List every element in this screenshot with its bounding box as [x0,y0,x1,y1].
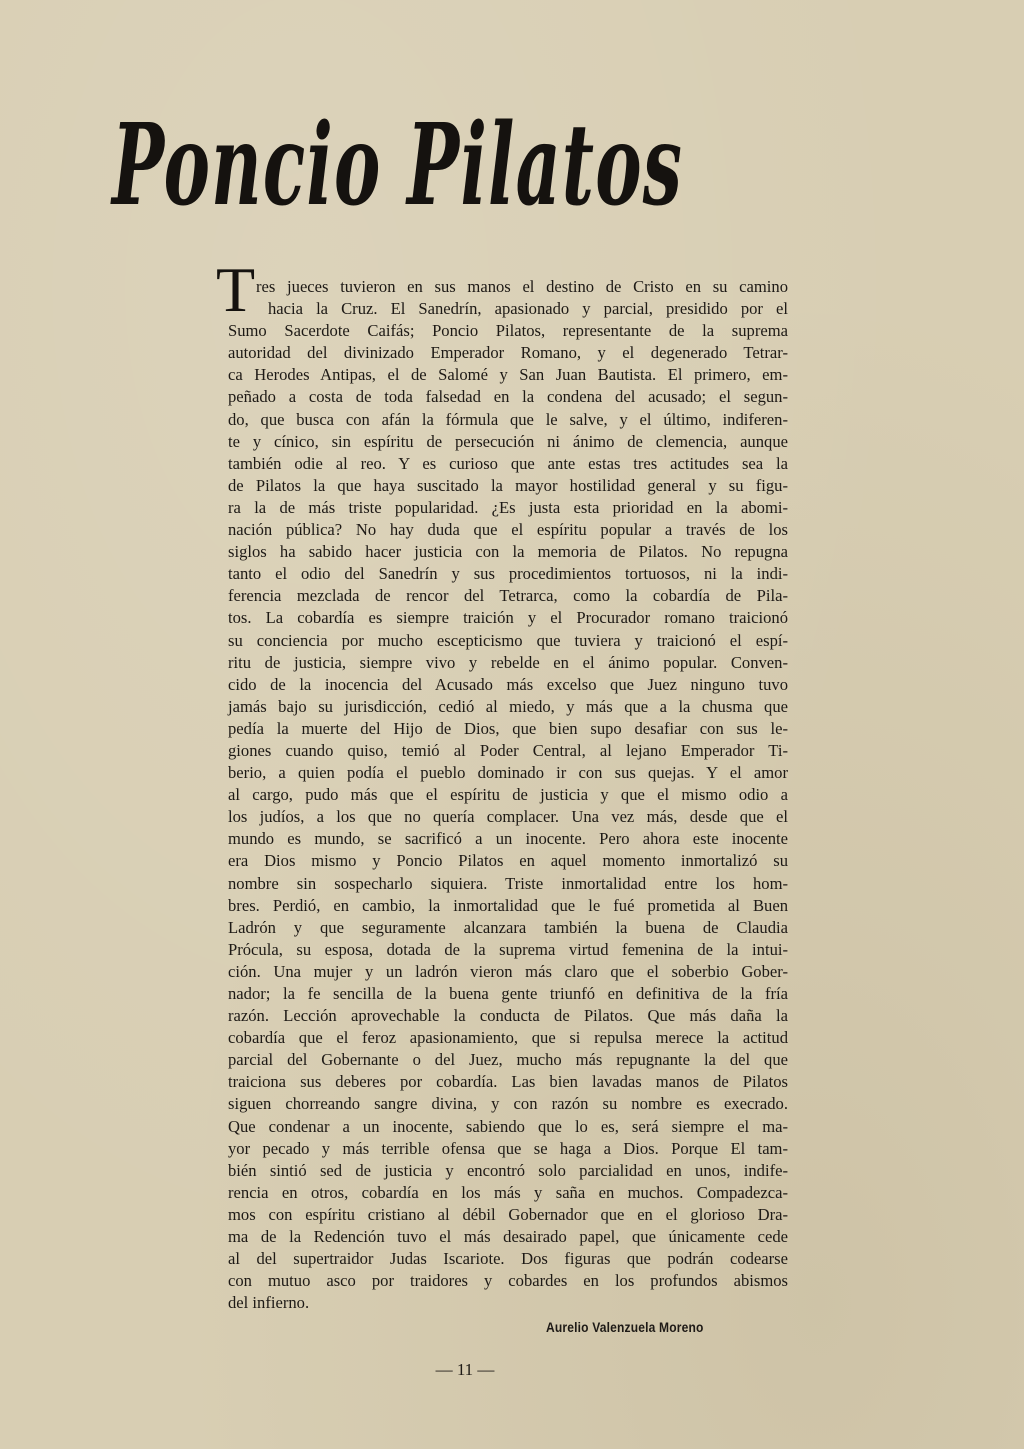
body-line: también odie al reo. Y es curioso que ante estas tres actitudes sea la [228,453,788,473]
body-line: mos con espíritu cristiano al débil Gobernador que en el glorioso Dra- [228,1204,788,1224]
body-line: ritu de justicia, siempre vivo y rebelde en el ánimo popular. Conven- [228,652,788,672]
body-line: te y cínico, sin espíritu de persecución ni ánimo de clemencia, aunque [228,431,788,451]
body-line: do, que busca con afán la fórmula que le salve, y el último, indiferen- [228,409,788,429]
body-line: siglos ha sabido hacer justicia con la memoria de Pilatos. No repugna [228,542,788,562]
body-line: era Dios mismo y Poncio Pilatos en aquel momento inmortalizó su [228,851,788,871]
body-line: pedía la muerte del Hijo de Dios, que bien supo desafiar con sus le- [228,718,788,738]
body-line: berio, a quien podía el pueblo dominado ir con sus quejas. Y el amor [228,763,788,783]
body-line: del infierno. [228,1293,310,1313]
body-line: ra la de más triste popularidad. ¿Es justa esta prioridad en la abomi- [228,497,788,517]
body-line: su conciencia por mucho escepticismo que tuviera y traicionó el espí- [228,630,788,650]
body-line: los judíos, a los que no quería complacer. Una vez más, desde que el [228,807,788,827]
body-line: razón. Lección aprovechable la conducta de Pilatos. Que más daña la [228,1006,788,1026]
body-line: nación pública? No hay duda que el espíritu popular a través de los [228,520,788,540]
body-line: jamás bajo su jurisdicción, cedió al miedo, y más que a la chusma que [228,696,788,716]
body-line: peñado a costa de toda falsedad en la condena del acusado; el segun- [228,387,788,407]
body-line: tos. La cobardía es siempre traición y el Procurador romano traicionó [228,608,788,628]
page-number: — 11 — [435,1360,495,1379]
body-line: cido de la inocencia del Acusado más excelso que Juez ninguno tuvo [228,674,788,694]
body-line: nador; la fe sencilla de la buena gente triunfó en definitiva de la fría [228,984,788,1003]
body-line: Que condenar a un inocente, sabiendo que lo es, será siempre el ma- [228,1116,788,1136]
body-line: ción. Una mujer y un ladrón vieron más claro que el soberbio Gober- [228,961,788,981]
body-line: parcial del Gobernante o del Juez, mucho más repugnante la del que [228,1050,788,1070]
drop-cap: T [216,254,256,325]
body-line: rencia en otros, cobardía en los más y saña en muchos. Compadezca- [228,1182,788,1202]
body-line: yor pecado y más terrible ofensa que se haga a Dios. Porque El tam- [228,1138,788,1158]
body-line: tanto el odio del Sanedrín y sus procedimientos tortuosos, ni la indi- [228,564,788,584]
body-line: hacia la Cruz. El Sanedrín, apasionado y parcial, presidido por el [268,299,788,319]
body-line: al del supertraidor Judas Iscariote. Dos figuras que podrán codearse [228,1249,788,1269]
body-line: bres. Perdió, en cambio, la inmortalidad que le fué prometida al Buen [228,895,788,915]
body-line: ferencia mezclada de rencor del Tetrarca, como la cobardía de Pila- [228,586,788,606]
body-line: con mutuo asco por traidores y cobardes en los profundos abismos [228,1271,788,1291]
body-line: mundo es mundo, se sacrificó a un inocente. Pero ahora este inocente [228,829,788,849]
body-line: al cargo, pudo más que el espíritu de justicia y que el mismo odio a [228,785,788,805]
article-title: Poncio Pilatos [112,100,684,231]
body-line: Sumo Sacerdote Caifás; Poncio Pilatos, representante de la suprema [228,321,788,341]
body-line: nombre sin sospecharlo siquiera. Triste inmortalidad entre los hom- [228,873,788,893]
body-line: cobardía que el feroz apasionamiento, que si repulsa merece la actitud [228,1028,788,1048]
body-line: res jueces tuvieron en sus manos el destino de Cristo en su camino [256,277,788,296]
body-line: Ladrón y que seguramente alcanzara también la buena de Claudia [228,917,788,937]
body-line: siguen chorreando sangre divina, y con razón su nombre es execrado. [228,1094,788,1114]
body-line: Prócula, su esposa, dotada de la suprema virtud femenina de la intui- [228,939,788,959]
body-line: giones cuando quiso, temió al Poder Central, al lejano Emperador Ti- [228,740,788,760]
body-line: ca Herodes Antipas, el de Salomé y San Juan Bautista. El primero, em- [228,365,788,385]
body-line: ma de la Redención tuvo el más desairado papel, que únicamente cede [228,1227,788,1247]
body-line: traiciona sus deberes por cobardía. Las bien lavadas manos de Pilatos [228,1072,788,1092]
body-line: de Pilatos la que haya suscitado la mayor hostilidad general y su figu- [228,475,788,495]
author-signature: Aurelio Valenzuela Moreno [546,1319,704,1335]
article-body [228,276,788,1314]
body-line: autoridad del divinizado Emperador Romano, y el degenerado Tetrar- [228,343,788,363]
body-line: bién sintió sed de justicia y encontró solo parcialidad en unos, indife- [228,1160,788,1180]
